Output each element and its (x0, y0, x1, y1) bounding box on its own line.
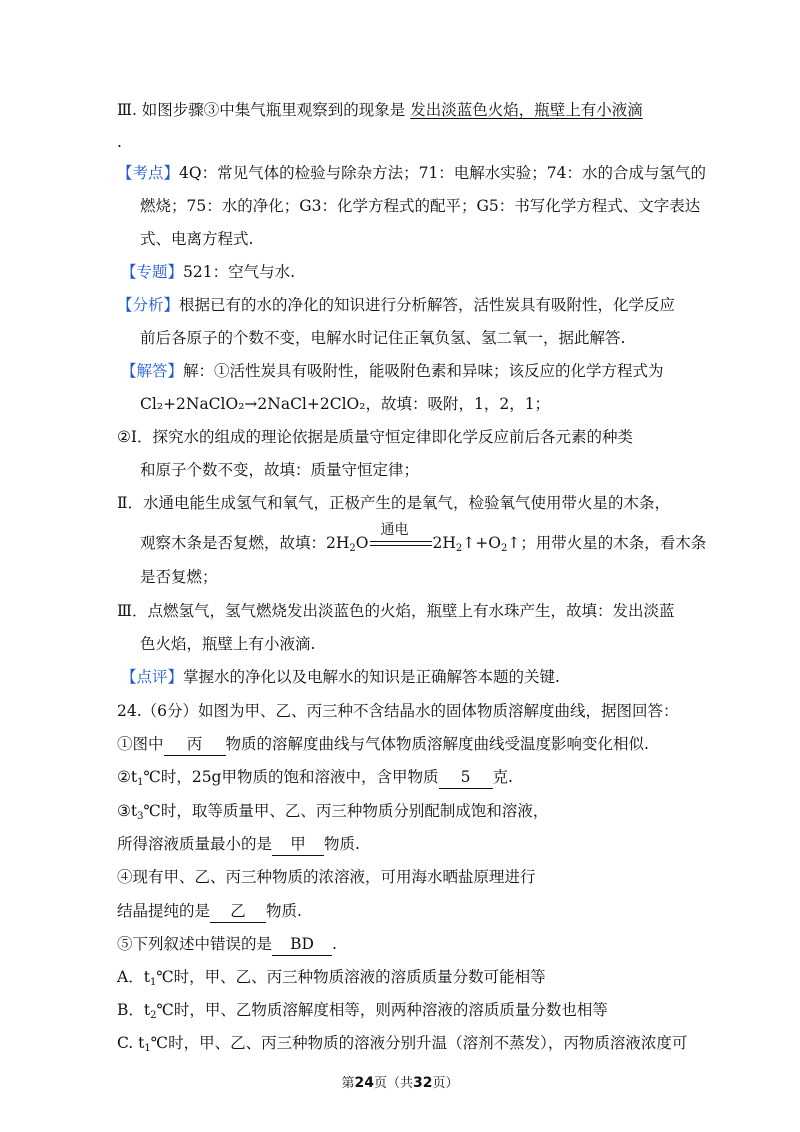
electrolysis-condition-sign (368, 522, 432, 555)
line-step3-observation (117, 99, 643, 121)
jieda-text: 和原子个数不变，故填：质量守恒定律； (140, 461, 420, 479)
question-text: 物质的溶解度曲线与气体物质溶解度曲线受温度影响变化相似. (225, 735, 649, 753)
fenxi-text: 前后各原子的个数不变，电解水时记住正氧负氢、氢二氧一，据此解答. (140, 329, 626, 347)
jieda-text: 观察木条是否复燃，故填：2H (140, 534, 350, 552)
jieda-text: Ⅱ．水通电能生成氢气和氧气，正极产生的是氧气，检验氧气使用带火星的木条， (117, 494, 671, 512)
question-text: ℃时，取等质量甲、乙、丙三种物质分别配制成饱和溶液， (143, 802, 549, 820)
answer-blank: 甲 (272, 833, 324, 856)
question-24-part4 (117, 866, 536, 888)
line-kaodian-1 (117, 162, 706, 184)
subscript: 1 (149, 977, 157, 988)
jieda-text: 是否复燃； (140, 568, 218, 586)
footer-text: 第 (341, 1076, 355, 1091)
question-text: 所得溶液质量最小的是 (117, 835, 273, 853)
question-24-part3 (117, 800, 548, 828)
subscript: 1 (144, 1043, 151, 1054)
question-text: ⑤下列叙述中错误的是 (117, 935, 273, 953)
dianping-tag: 【点评】 (121, 668, 184, 686)
question-text: 克. (492, 768, 513, 786)
footer-text: 页（共 (373, 1076, 413, 1091)
question-text: Ⅲ. 如图步骤③中集气瓶里观察到的现象是 (117, 101, 406, 119)
page-number: 24 (354, 1075, 374, 1091)
line-kaodian-2 (140, 195, 700, 217)
subscript: 2 (500, 543, 508, 554)
line-jieda-8 (117, 600, 674, 622)
equal-bar-bottom (370, 545, 432, 546)
option-c-text (117, 1032, 687, 1060)
line-kaodian-3 (140, 228, 253, 250)
question-text: ①图中 (117, 735, 164, 753)
line-jieda-1 (121, 360, 664, 382)
condition-label: 通电 (380, 522, 409, 538)
question-text: 物质. (266, 902, 302, 920)
question-text: 物质. (324, 835, 360, 853)
line-jieda-3 (117, 426, 633, 448)
question-text: ③t (117, 802, 138, 820)
subscript: 2 (349, 543, 356, 554)
subscript: 1 (137, 777, 144, 788)
line-zhuanti (121, 261, 295, 283)
jieda-text: 解：①活性炭具有吸附性，能吸附色素和异味；该反应的化学方程式为 (183, 362, 664, 380)
zhuanti-text: 521：空气与水. (183, 263, 296, 281)
kaodian-text: 式、电离方程式. (140, 230, 254, 248)
option-text: C. t (117, 1034, 145, 1052)
line-jieda-2 (140, 393, 550, 415)
option-a (117, 966, 546, 994)
fenxi-tag: 【分析】 (117, 296, 180, 314)
jieda-tag: 【解答】 (121, 362, 184, 380)
period-mark: . (117, 133, 122, 151)
page-total: 32 (413, 1075, 433, 1091)
option-text: B．t (117, 1001, 151, 1019)
line-period (117, 131, 122, 153)
answer-blank: 丙 (164, 733, 226, 756)
question-text: 24.（6分）如图为甲、乙、丙三种不含结晶水的固体物质溶解度曲线，据图回答： (117, 702, 679, 720)
page-footer (0, 1072, 800, 1091)
line-jieda-5 (117, 492, 670, 514)
option-text: ℃时，甲、乙、丙三种物质的溶液分别升温（溶剂不蒸发），丙物质溶液浓度可 (150, 1034, 688, 1052)
option-b (117, 999, 608, 1027)
footer-text: 页） (432, 1076, 459, 1091)
subscript: 2 (455, 543, 463, 554)
question-24-part1 (117, 733, 649, 756)
kaodian-tag: 【考点】 (117, 164, 180, 182)
option-text: A．t (117, 968, 150, 986)
answer-blank: BD (272, 933, 332, 956)
subscript: 3 (137, 811, 144, 822)
formula-part: O (355, 534, 369, 552)
formula-part: ↑+O (462, 534, 501, 552)
option-text: ℃时，甲、乙物质溶解度相等，则两种溶液的溶质质量分数也相等 (156, 1001, 608, 1019)
jieda-text: ②Ⅰ．探究水的组成的理论依据是质量守恒定律即化学反应前后各元素的种类 (117, 428, 634, 446)
question-24-part4b (117, 900, 302, 923)
question-24-part2 (117, 766, 513, 794)
question-24-title (117, 700, 679, 722)
answer-blank: 5 (439, 766, 493, 789)
answer-blank: 乙 (210, 900, 266, 923)
line-fenxi-2 (140, 327, 625, 349)
dianping-text: 掌握水的净化以及电解水的知识是正确解答本题的关键. (183, 668, 560, 686)
question-text: ℃时，25g甲物质的饱和溶液中，含甲物质 (143, 768, 439, 786)
jieda-text: ↑；用带火星的木条，看木条 (507, 534, 707, 552)
question-24-part5 (117, 933, 337, 956)
chemical-equation: Cl₂+2NaClO₂→2NaCl+2ClO₂，故填：吸附，1，2，1； (140, 395, 551, 413)
jieda-text: 色火焰，瓶壁上有小液滴. (140, 635, 316, 653)
equal-bar-top (370, 541, 432, 542)
kaodian-text: 燃烧；75：水的净化；G3：化学方程式的配平；G5：书写化学方程式、文字表达 (140, 197, 701, 215)
formula-part: 2H (432, 534, 456, 552)
question-text: ④现有甲、乙、丙三种物质的浓溶液，可用海水晒盐原理进行 (117, 868, 536, 886)
line-jieda-7 (140, 566, 218, 588)
zhuanti-tag: 【专题】 (121, 263, 184, 281)
answer-underlined: 发出淡蓝色火焰，瓶壁上有小液滴 (410, 101, 643, 119)
question-24-part3b (117, 833, 360, 856)
line-jieda-4 (140, 459, 419, 481)
jieda-text: Ⅲ．点燃氢气，氢气燃烧发出淡蓝色的火焰，瓶壁上有水珠产生，故填：发出淡蓝 (117, 602, 675, 620)
line-jieda-6 (140, 522, 707, 560)
line-fenxi-1 (117, 294, 675, 316)
line-dianping (121, 666, 560, 688)
question-text: . (332, 935, 337, 953)
kaodian-text: 4Q：常见气体的检验与除杂方法；71：电解水实验；74：水的合成与氢气的 (179, 164, 707, 182)
fenxi-text: 根据已有的水的净化的知识进行分析解答，活性炭具有吸附性，化学反应 (179, 296, 676, 314)
option-text: ℃时，甲、乙、丙三种物质溶液的溶质质量分数可能相等 (156, 968, 546, 986)
subscript: 2 (150, 1010, 157, 1021)
question-text: 结晶提纯的是 (117, 902, 211, 920)
line-jieda-9 (140, 633, 315, 655)
question-text: ②t (117, 768, 138, 786)
